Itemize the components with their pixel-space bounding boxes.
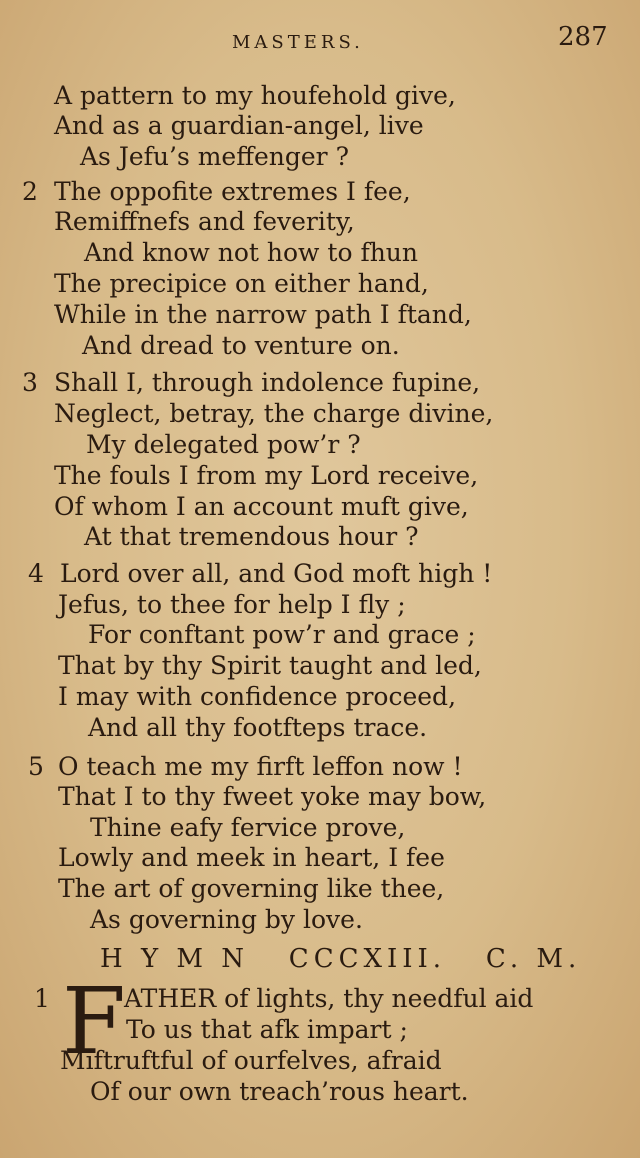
verse-line: My delegated pow’r ?: [86, 430, 361, 459]
page-header: [0, 22, 640, 58]
verse-line: Shall I, through indolence fupine,: [54, 368, 481, 397]
verse-line: While in the narrow path I ftand,: [54, 300, 472, 329]
verse-line: And all thy footfteps trace.: [88, 713, 428, 742]
stanza-number: 5: [28, 752, 44, 781]
stanza-number: 2: [22, 177, 38, 206]
stanza-number: 3: [22, 368, 38, 397]
verse-line: O teach me my firft leffon now !: [58, 752, 463, 781]
stanza-number: 4: [28, 559, 44, 588]
verse-line: The oppofite extremes I fee,: [54, 177, 411, 206]
verse-line: Jefus, to thee for help I fly ;: [58, 590, 406, 619]
verse-line: I may with confidence proceed,: [58, 682, 457, 711]
verse-line: Of whom I an account muft give,: [54, 492, 469, 521]
verse-line: The fouls I from my Lord receive,: [54, 461, 479, 490]
verse-line: As governing by love.: [90, 905, 363, 934]
running-head: MASTERS.: [232, 32, 364, 53]
drop-cap: F: [62, 968, 126, 1075]
verse-line: The art of governing like thee,: [58, 874, 445, 903]
verse-line: And dread to venture on.: [82, 331, 400, 360]
verse-line: And as a guardian-angel, live: [54, 111, 424, 140]
verse-line: That I to thy fweet yoke may bow,: [58, 782, 487, 811]
verse-line: Lord over all, and God moft high !: [60, 559, 493, 588]
verse-line: A pattern to my houfehold give,: [54, 81, 456, 110]
verse-line: At that tremendous hour ?: [84, 522, 419, 551]
verse-line: For conftant pow’r and grace ;: [88, 620, 476, 649]
stanza-number: 1: [34, 984, 50, 1013]
verse-line: Remiffnefs and feverity,: [54, 207, 355, 236]
verse-line: The precipice on either hand,: [54, 269, 429, 298]
verse-line: And know not how to fhun: [84, 238, 418, 267]
verse-line: Neglect, betray, the charge divine,: [54, 399, 494, 428]
hymn-title: H Y M N CCCXIII. C. M.: [100, 944, 582, 974]
verse-line: To us that afk impart ;: [126, 1015, 408, 1044]
verse-line: As Jefu’s meffenger ?: [80, 142, 349, 171]
verse-line: ATHER of lights, thy needful aid: [124, 984, 534, 1013]
verse-line: Miftruftful of ourfelves, afraid: [60, 1046, 442, 1075]
verse-line: Lowly and meek in heart, I fee: [58, 843, 445, 872]
verse-line: Of our own treach’rous heart.: [90, 1077, 469, 1106]
page-number: 287: [558, 22, 608, 52]
verse-line: That by thy Spirit taught and led,: [58, 651, 482, 680]
verse-line: Thine eafy fervice prove,: [90, 813, 406, 842]
